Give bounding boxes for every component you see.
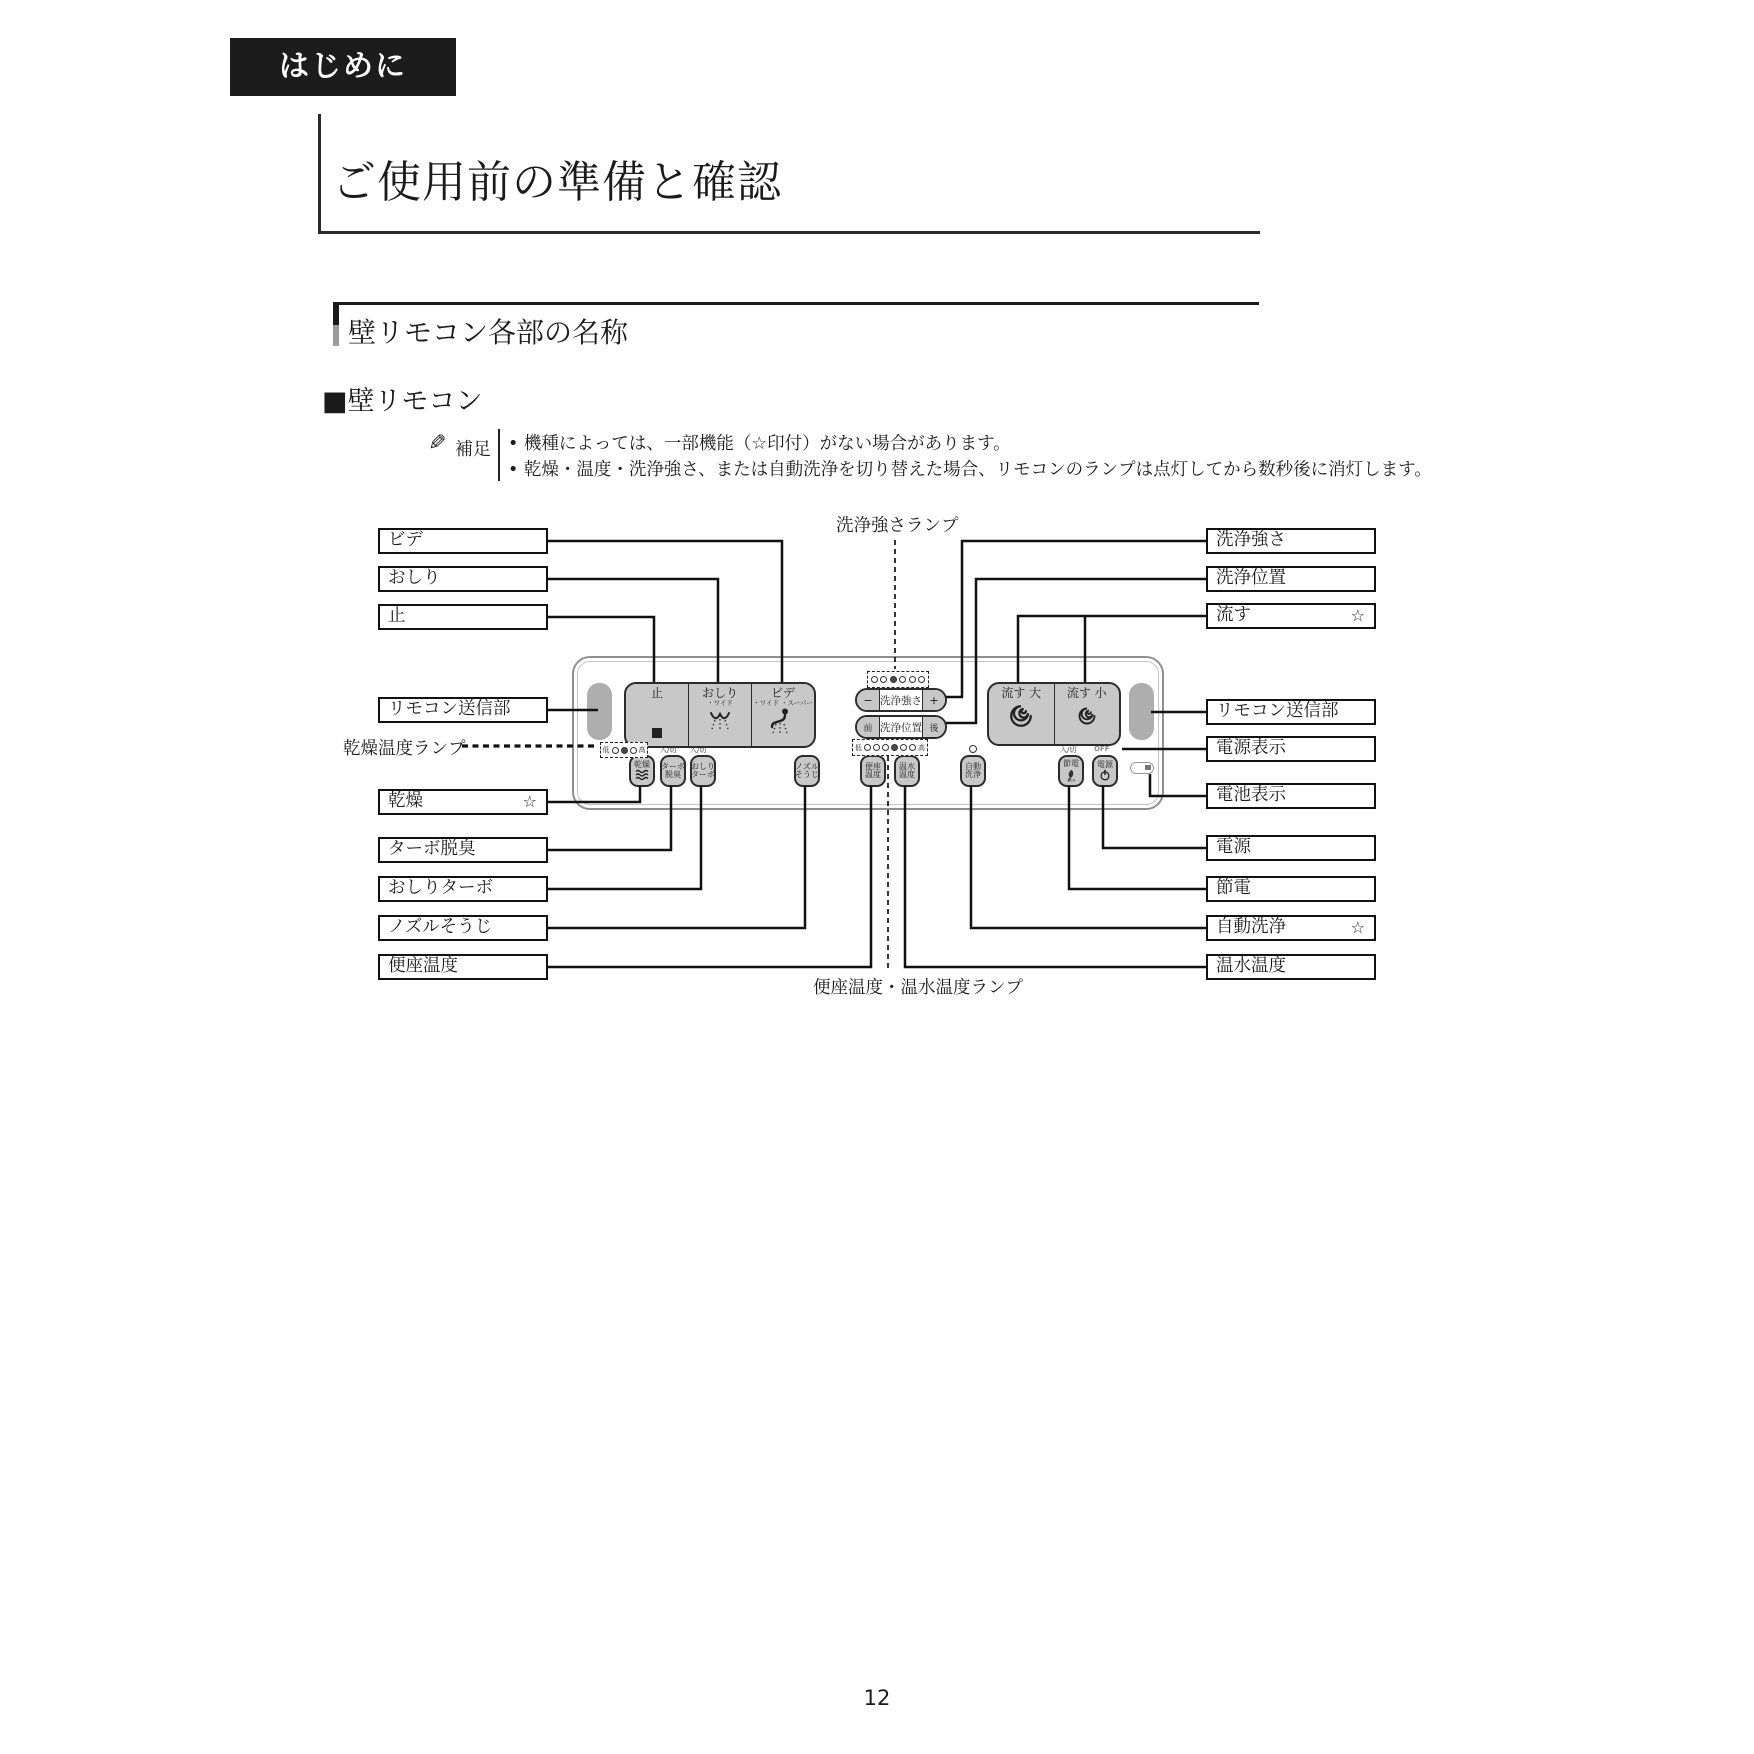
callout-auto-flush: [1206, 915, 1376, 941]
eco-button-label: 節電: [1063, 759, 1079, 769]
bidet-spray-icon: [769, 707, 797, 737]
callout-text: 止: [388, 606, 406, 626]
title-vertical-rule: [318, 114, 321, 233]
bidet-button-label: ビデ: [770, 686, 795, 700]
callout-power-indicator: [1206, 736, 1376, 762]
seat-temp-label: 便座: [865, 761, 881, 771]
page-number: 12: [863, 1686, 891, 1710]
callout-text: 電池表示: [1216, 785, 1286, 805]
lamp-high-label: 高: [918, 743, 925, 752]
chapter-banner: はじめに: [230, 38, 456, 96]
turbo-deodorize-button[interactable]: [660, 755, 686, 787]
off-label: OFF: [1094, 745, 1110, 753]
intensity-bar: [855, 688, 947, 712]
wash-button-group: [624, 682, 816, 748]
on-off-label: 入/切: [1060, 746, 1077, 754]
water-temp-button[interactable]: [894, 755, 920, 787]
oshiri-turbo-label: ターボ: [691, 770, 715, 779]
lamp-dot-on: [890, 676, 897, 683]
callout-bidet: [378, 528, 548, 554]
auto-flush-ring-icon: [969, 745, 977, 753]
callout-eco: [1206, 876, 1376, 902]
water-temp-label: 温水: [899, 761, 915, 771]
star-icon: ☆: [522, 792, 537, 811]
flush-big-swirl-icon: [1008, 703, 1034, 729]
callout-text: 電源表示: [1216, 738, 1286, 758]
callout-text: リモコン送信部: [1216, 701, 1339, 721]
oshiri-turbo-label: おしり: [691, 761, 715, 771]
lamp-dot: [882, 744, 889, 751]
dryer-lamp-label: 乾燥温度ランプ: [343, 739, 466, 759]
lamp-dot-on: [621, 747, 628, 754]
dryer-lamp: [600, 742, 648, 758]
power-button[interactable]: [1092, 755, 1118, 787]
callout-text: 節電: [1216, 878, 1251, 898]
callout-position: [1206, 566, 1376, 592]
callout-text: ノズルそうじ: [388, 917, 493, 937]
seat-water-temp-lamp: [852, 739, 928, 756]
lamp-dot: [871, 676, 878, 683]
callout-turbo-deodorize: [378, 837, 548, 863]
intensity-lamp: [867, 671, 929, 688]
callout-dry: [378, 789, 548, 815]
callout-text: おしり: [388, 568, 441, 588]
lamp-dot: [900, 744, 907, 751]
turbo-deodorize-label: ターボ: [661, 761, 685, 771]
intensity-plus-button[interactable]: +: [922, 690, 945, 710]
note-divider: [498, 429, 500, 481]
lamp-dot: [864, 744, 871, 751]
eco-leaf-icon: [1065, 769, 1078, 782]
lamp-dot: [909, 676, 916, 683]
callout-text: 電源: [1216, 837, 1251, 857]
callout-text: 洗浄強さ: [1216, 530, 1286, 550]
battery-indicator-icon: [1130, 762, 1154, 774]
wall-remote-body: [572, 656, 1164, 810]
ir-transmitter-left: [587, 683, 612, 740]
bidet-button[interactable]: [752, 684, 814, 746]
flush-small-label: 流す 小: [1066, 686, 1107, 700]
dry-waves-icon: [634, 769, 650, 781]
eco-button[interactable]: [1058, 755, 1084, 787]
dry-button[interactable]: [629, 755, 655, 787]
position-back-button[interactable]: 後: [922, 717, 945, 737]
lamp-dot: [873, 744, 880, 751]
nozzle-clean-button[interactable]: [794, 755, 820, 787]
bidet-button-sub: ・ワイド ・スーパー: [753, 699, 813, 707]
lamp-dot: [909, 744, 916, 751]
callout-text: リモコン送信部: [388, 699, 511, 719]
callout-text: 便座温度: [388, 956, 458, 976]
stop-square-icon: [652, 728, 662, 738]
callout-transmitter-right: [1206, 699, 1376, 725]
flush-big-button[interactable]: [989, 684, 1055, 744]
star-icon: ☆: [1350, 606, 1365, 625]
star-icon: ☆: [1350, 918, 1365, 937]
sub-heading: ■壁リモコン: [322, 386, 483, 417]
callout-stop: [378, 604, 548, 630]
lamp-dot: [880, 676, 887, 683]
ir-transmitter-right: [1129, 683, 1154, 740]
flush-big-label: 流す 大: [1001, 686, 1042, 700]
lamp-low-label: 低: [855, 743, 862, 752]
intensity-bar-label: 洗浄強さ: [880, 694, 922, 707]
seat-temp-button[interactable]: [860, 755, 886, 787]
callout-text: 流す: [1216, 605, 1251, 625]
flush-small-button[interactable]: [1055, 684, 1120, 744]
lamp-dot: [612, 747, 619, 754]
lamp-low-label: 低: [602, 746, 610, 754]
callout-seat-temp: [378, 954, 548, 980]
flush-button-group: [987, 682, 1121, 746]
power-icon: [1099, 769, 1111, 781]
callout-text: おしりターボ: [388, 878, 493, 898]
temperature-lamp-label: 便座温度・温水温度ランプ: [813, 978, 1023, 998]
lamp-dot: [630, 747, 637, 754]
flush-small-swirl-icon: [1077, 706, 1097, 726]
turbo-deodorize-label: 脱臭: [665, 770, 681, 779]
oshiri-button-sub: ・ワイド: [707, 699, 733, 707]
title-horizontal-rule: [318, 231, 1260, 234]
intensity-minus-button[interactable]: −: [857, 690, 880, 710]
position-bar: [855, 715, 947, 739]
section-top-rule: [333, 302, 1259, 305]
eco-sub-label: Eco: [1067, 777, 1075, 782]
auto-flush-button[interactable]: [960, 755, 986, 787]
callout-oshiri-turbo: [378, 876, 548, 902]
section-heading: 壁リモコン各部の名称: [348, 316, 629, 349]
power-button-label: 電源: [1097, 759, 1113, 769]
stop-button-label: 止: [650, 686, 663, 700]
pencil-icon: ✎: [428, 431, 447, 456]
lamp-dot: [899, 676, 906, 683]
callout-text: 乾燥: [388, 791, 423, 811]
oshiri-spray-icon: [705, 707, 735, 737]
stop-button[interactable]: [626, 684, 689, 746]
nozzle-clean-label: ノズル: [795, 761, 819, 771]
note-line-1: • 機種によっては、一部機能（☆印付）がない場合があります。: [508, 434, 1011, 454]
note-line-2: • 乾燥・温度・洗浄強さ、または自動洗浄を切り替えた場合、リモコンのランプは点灯してから数秒後に消灯します。: [508, 460, 1432, 480]
callout-water-temp: [1206, 954, 1376, 980]
callout-nozzle-clean: [378, 915, 548, 941]
callout-intensity: [1206, 528, 1376, 554]
callout-text: 洗浄位置: [1216, 568, 1286, 588]
oshiri-turbo-button[interactable]: [690, 755, 716, 787]
callout-text: 温水温度: [1216, 956, 1286, 976]
callout-transmitter-left: [378, 697, 548, 723]
on-off-label: 入/切: [660, 746, 677, 754]
callout-text: ビデ: [388, 530, 423, 550]
lamp-dot: [918, 676, 925, 683]
dry-button-label: 乾燥: [634, 759, 650, 769]
seat-temp-label: 温度: [865, 770, 881, 779]
callout-battery-indicator: [1206, 783, 1376, 809]
oshiri-button-label: おしり: [701, 686, 738, 700]
section-left-bar: [333, 302, 339, 346]
lamp-dot-on: [891, 744, 898, 751]
nozzle-clean-label: そうじ: [795, 770, 819, 779]
callout-text: ターボ脱臭: [388, 839, 476, 859]
oshiri-button[interactable]: [689, 684, 752, 746]
auto-flush-label: 洗浄: [965, 770, 981, 779]
lamp-high-label: 高: [638, 746, 646, 754]
intensity-lamp-label: 洗浄強さランプ: [836, 516, 959, 536]
callout-flush: [1206, 603, 1376, 629]
callout-text: 自動洗浄: [1216, 917, 1286, 937]
position-bar-label: 洗浄位置: [880, 721, 922, 734]
note-label: 補足: [455, 439, 491, 460]
water-temp-label: 温度: [899, 770, 915, 779]
page-title: ご使用前の準備と確認: [332, 157, 782, 208]
note-text: [508, 431, 1432, 483]
position-front-button[interactable]: 前: [857, 717, 880, 737]
auto-flush-label: 自動: [965, 761, 981, 771]
callout-power: [1206, 835, 1376, 861]
callout-oshiri: [378, 566, 548, 592]
on-off-label: 入/切: [690, 746, 707, 754]
